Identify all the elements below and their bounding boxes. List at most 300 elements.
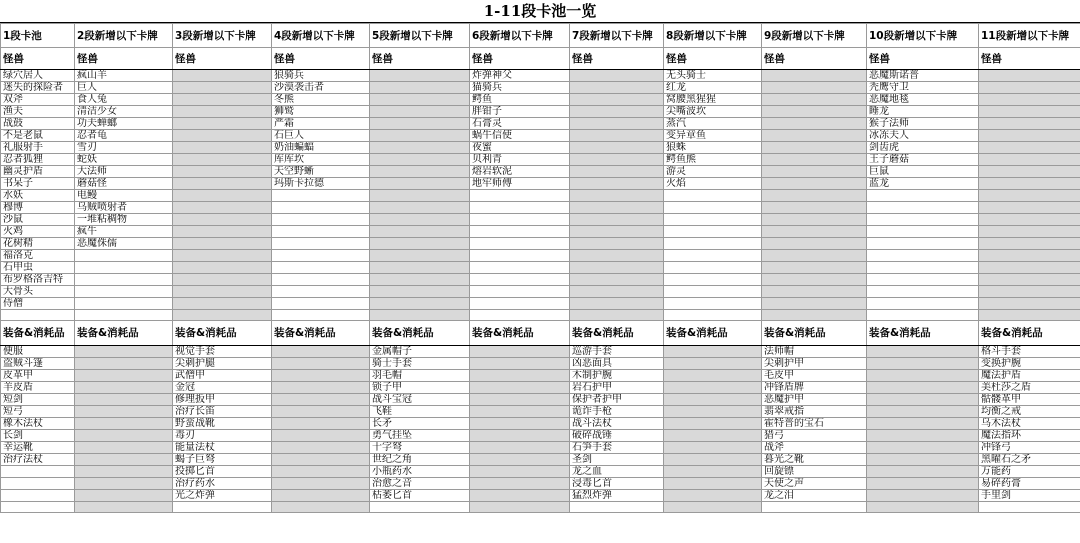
empty-cell (470, 490, 570, 502)
monster-cell: 秃鹰守卫 (867, 82, 979, 94)
monster-cell: 王子蘑菇 (867, 154, 979, 166)
empty-cell (173, 82, 272, 94)
monster-section-label: 怪兽 (867, 48, 979, 70)
empty-cell (272, 226, 370, 238)
empty-cell (979, 190, 1080, 202)
empty-cell (272, 502, 370, 513)
empty-cell (664, 190, 762, 202)
equipment-section-label: 装备&消耗品 (173, 321, 272, 346)
empty-cell (979, 262, 1080, 274)
empty-cell (867, 454, 979, 466)
monster-section-label: 怪兽 (664, 48, 762, 70)
equipment-section-label: 装备&消耗品 (979, 321, 1080, 346)
monster-cell: 不是老鼠 (1, 130, 75, 142)
empty-cell (470, 466, 570, 478)
empty-cell (867, 490, 979, 502)
equipment-cell: 格斗手套 (979, 346, 1080, 358)
empty-cell (272, 382, 370, 394)
table-row (1, 490, 1080, 502)
empty-cell (370, 70, 470, 82)
empty-cell (570, 82, 664, 94)
empty-cell (272, 358, 370, 370)
equipment-cell: 飞鞋 (370, 406, 470, 418)
equipment-cell: 诡诈手枪 (570, 406, 664, 418)
monster-cell: 严霜 (272, 118, 370, 130)
monster-cell: 库库坎 (272, 154, 370, 166)
equipment-cell: 龙之血 (570, 466, 664, 478)
empty-cell (979, 214, 1080, 226)
empty-cell (75, 430, 173, 442)
empty-cell (664, 358, 762, 370)
empty-cell (75, 490, 173, 502)
empty-cell (570, 202, 664, 214)
table-row (1, 154, 1080, 166)
column-header: 4段新增以下卡牌 (272, 24, 370, 48)
monster-cell: 水妖 (1, 190, 75, 202)
equipment-cell: 猛烈炸弹 (570, 490, 664, 502)
empty-cell (867, 346, 979, 358)
empty-cell (664, 406, 762, 418)
empty-cell (570, 262, 664, 274)
monster-cell: 蜗牛信使 (470, 130, 570, 142)
empty-cell (370, 106, 470, 118)
equipment-cell: 毒刃 (173, 430, 272, 442)
empty-cell (867, 226, 979, 238)
monster-cell: 雪刃 (75, 142, 173, 154)
monster-cell: 夜蜜 (470, 142, 570, 154)
empty-cell (75, 382, 173, 394)
table-row (1, 250, 1080, 262)
empty-cell (75, 478, 173, 490)
empty-cell (570, 298, 664, 310)
empty-cell (979, 178, 1080, 190)
equipment-cell: 魔法护盾 (979, 370, 1080, 382)
empty-cell (570, 214, 664, 226)
monster-cell: 蘑菇怪 (75, 178, 173, 190)
empty-cell (762, 202, 867, 214)
equipment-cell: 变换护腕 (979, 358, 1080, 370)
table-row (1, 226, 1080, 238)
column-header: 7段新增以下卡牌 (570, 24, 664, 48)
table-row (1, 274, 1080, 286)
empty-cell (272, 262, 370, 274)
monster-cell: 蓝龙 (867, 178, 979, 190)
monster-cell: 乌贼喷射者 (75, 202, 173, 214)
equipment-cell: 冲锋盾牌 (762, 382, 867, 394)
empty-cell (370, 154, 470, 166)
table-row (1, 190, 1080, 202)
equipment-cell: 长剑 (1, 430, 75, 442)
empty-cell (272, 478, 370, 490)
equipment-cell: 天使之声 (762, 478, 867, 490)
table-row (1, 454, 1080, 466)
empty-cell (664, 454, 762, 466)
empty-cell (664, 250, 762, 262)
equipment-cell: 盗贼斗篷 (1, 358, 75, 370)
empty-cell (570, 154, 664, 166)
empty-cell (272, 250, 370, 262)
empty-cell (664, 238, 762, 250)
empty-cell (75, 454, 173, 466)
monster-cell: 恶魔地毯 (867, 94, 979, 106)
equipment-cell: 石笋手套 (570, 442, 664, 454)
empty-cell (979, 130, 1080, 142)
equipment-cell: 短弓 (1, 406, 75, 418)
empty-cell (979, 166, 1080, 178)
equipment-cell: 治疗法杖 (1, 454, 75, 466)
empty-cell (762, 502, 867, 513)
empty-cell (664, 394, 762, 406)
monster-cell: 书呆子 (1, 178, 75, 190)
monster-cell: 变异章鱼 (664, 130, 762, 142)
empty-cell (370, 190, 470, 202)
empty-cell (762, 250, 867, 262)
empty-cell (570, 226, 664, 238)
column-header: 1段卡池 (1, 24, 75, 48)
equipment-cell: 野蛮战靴 (173, 418, 272, 430)
empty-cell (470, 418, 570, 430)
monster-section-label: 怪兽 (570, 48, 664, 70)
table-row (1, 178, 1080, 190)
equipment-cell: 均衡之戒 (979, 406, 1080, 418)
empty-cell (664, 382, 762, 394)
sheet-title: 1-11段卡池一览 (0, 0, 1080, 23)
empty-cell (75, 502, 173, 513)
empty-cell (570, 274, 664, 286)
monster-section-label: 怪兽 (173, 48, 272, 70)
empty-cell (570, 166, 664, 178)
empty-cell (570, 286, 664, 298)
empty-cell (470, 502, 570, 513)
empty-cell (272, 370, 370, 382)
equipment-cell: 木制护腕 (570, 370, 664, 382)
empty-cell (470, 370, 570, 382)
equipment-cell: 战斗宝冠 (370, 394, 470, 406)
empty-cell (979, 106, 1080, 118)
monster-cell: 炸弹神父 (470, 70, 570, 82)
empty-cell (470, 478, 570, 490)
table-row (1, 394, 1080, 406)
monster-cell: 礼服射手 (1, 142, 75, 154)
empty-cell (867, 418, 979, 430)
empty-cell (173, 202, 272, 214)
monster-section-label: 怪兽 (272, 48, 370, 70)
monster-cell: 大骨头 (1, 286, 75, 298)
equipment-cell: 岩石护甲 (570, 382, 664, 394)
equipment-cell: 尖刺护腿 (173, 358, 272, 370)
monster-cell: 无头骑士 (664, 70, 762, 82)
equipment-cell: 修理扳甲 (173, 394, 272, 406)
empty-cell (762, 190, 867, 202)
equipment-cell: 尖刺护甲 (762, 358, 867, 370)
monster-cell: 狮鹫 (272, 106, 370, 118)
monster-cell: 猫骑兵 (470, 82, 570, 94)
monster-cell: 双斧 (1, 94, 75, 106)
empty-cell (470, 298, 570, 310)
equipment-cell: 皮革甲 (1, 370, 75, 382)
empty-cell (762, 226, 867, 238)
empty-cell (370, 214, 470, 226)
empty-cell (75, 466, 173, 478)
empty-cell (173, 226, 272, 238)
table-row (1, 94, 1080, 106)
empty-cell (867, 442, 979, 454)
empty-cell (272, 394, 370, 406)
empty-cell (370, 82, 470, 94)
equipment-cell: 战斧 (762, 442, 867, 454)
monster-cell: 天空野蜥 (272, 166, 370, 178)
equipment-cell: 治疗长笛 (173, 406, 272, 418)
empty-cell (664, 202, 762, 214)
empty-cell (762, 298, 867, 310)
empty-cell (173, 286, 272, 298)
empty-cell (867, 406, 979, 418)
empty-cell (470, 262, 570, 274)
monster-cell: 狼骑兵 (272, 70, 370, 82)
column-header: 2段新增以下卡牌 (75, 24, 173, 48)
empty-cell (762, 178, 867, 190)
monster-cell: 石巨人 (272, 130, 370, 142)
equipment-cell: 回旋镖 (762, 466, 867, 478)
empty-cell (570, 238, 664, 250)
empty-cell (272, 346, 370, 358)
empty-cell (272, 202, 370, 214)
empty-cell (370, 238, 470, 250)
table-row (1, 418, 1080, 430)
empty-cell (664, 262, 762, 274)
monster-cell: 蒸汽 (664, 118, 762, 130)
monster-cell: 火焰 (664, 178, 762, 190)
monster-cell: 狼蛛 (664, 142, 762, 154)
equipment-section-label: 装备&消耗品 (762, 321, 867, 346)
empty-cell (272, 214, 370, 226)
monster-cell: 沙鼠 (1, 214, 75, 226)
empty-cell (173, 250, 272, 262)
equipment-cell: 猎弓 (762, 430, 867, 442)
empty-cell (272, 418, 370, 430)
column-header: 10段新增以下卡牌 (867, 24, 979, 48)
empty-cell (370, 226, 470, 238)
empty-cell (979, 502, 1080, 513)
equipment-section-label: 装备&消耗品 (664, 321, 762, 346)
table-row (1, 502, 1080, 513)
equipment-cell: 毛皮甲 (762, 370, 867, 382)
monster-cell: 渔夫 (1, 106, 75, 118)
equipment-cell: 易碎药膏 (979, 478, 1080, 490)
empty-cell (762, 262, 867, 274)
equipment-cell: 黑曜石之矛 (979, 454, 1080, 466)
empty-cell (570, 70, 664, 82)
table-row (1, 406, 1080, 418)
equipment-cell: 战斗法杖 (570, 418, 664, 430)
empty-cell (664, 418, 762, 430)
equipment-cell: 万能药 (979, 466, 1080, 478)
equipment-section-label: 装备&消耗品 (370, 321, 470, 346)
empty-cell (762, 310, 867, 321)
monster-cell: 蛇妖 (75, 154, 173, 166)
empty-cell (173, 238, 272, 250)
empty-cell (173, 106, 272, 118)
equipment-label-row (1, 321, 1080, 346)
empty-cell (470, 214, 570, 226)
empty-cell (173, 214, 272, 226)
monster-cell: 尖嘴波坎 (664, 106, 762, 118)
empty-cell (979, 274, 1080, 286)
empty-cell (272, 238, 370, 250)
empty-cell (370, 262, 470, 274)
monster-cell: 胖钳子 (470, 106, 570, 118)
empty-cell (867, 478, 979, 490)
empty-cell (979, 202, 1080, 214)
monster-cell: 睡龙 (867, 106, 979, 118)
table-row (1, 202, 1080, 214)
empty-cell (979, 70, 1080, 82)
empty-cell (470, 226, 570, 238)
empty-cell (75, 358, 173, 370)
table-row (1, 142, 1080, 154)
monster-cell: 剑齿虎 (867, 142, 979, 154)
empty-cell (867, 238, 979, 250)
equipment-cell: 世纪之角 (370, 454, 470, 466)
empty-cell (173, 502, 272, 513)
equipment-cell: 冲锋弓 (979, 442, 1080, 454)
empty-cell (762, 94, 867, 106)
equipment-cell: 便服 (1, 346, 75, 358)
empty-cell (470, 454, 570, 466)
empty-cell (867, 370, 979, 382)
empty-cell (867, 262, 979, 274)
empty-cell (75, 310, 173, 321)
empty-cell (664, 466, 762, 478)
table-row (1, 118, 1080, 130)
empty-cell (979, 238, 1080, 250)
monster-cell: 奶油蝙蝠 (272, 142, 370, 154)
empty-cell (664, 346, 762, 358)
empty-cell (370, 274, 470, 286)
empty-cell (762, 154, 867, 166)
empty-cell (173, 178, 272, 190)
empty-cell (867, 298, 979, 310)
monster-cell: 忍者龟 (75, 130, 173, 142)
monster-section-label: 怪兽 (1, 48, 75, 70)
empty-cell (370, 118, 470, 130)
empty-cell (75, 394, 173, 406)
monster-cell: 绿穴居人 (1, 70, 75, 82)
empty-cell (979, 94, 1080, 106)
empty-cell (979, 82, 1080, 94)
monster-cell: 幽灵护盾 (1, 166, 75, 178)
equipment-cell: 霍特普的宝石 (762, 418, 867, 430)
monster-cell: 疯山羊 (75, 70, 173, 82)
empty-cell (470, 358, 570, 370)
equipment-cell: 锁子甲 (370, 382, 470, 394)
empty-cell (664, 430, 762, 442)
empty-cell (979, 286, 1080, 298)
empty-cell (664, 370, 762, 382)
equipment-cell: 龙之泪 (762, 490, 867, 502)
empty-cell (979, 118, 1080, 130)
equipment-cell: 翡翠戒指 (762, 406, 867, 418)
monster-section-label: 怪兽 (762, 48, 867, 70)
empty-cell (979, 250, 1080, 262)
empty-cell (173, 166, 272, 178)
empty-cell (664, 214, 762, 226)
empty-cell (272, 286, 370, 298)
empty-cell (173, 262, 272, 274)
empty-cell (867, 430, 979, 442)
empty-cell (272, 490, 370, 502)
monster-cell: 花树精 (1, 238, 75, 250)
equipment-cell: 手里剑 (979, 490, 1080, 502)
monster-cell: 游灵 (664, 166, 762, 178)
empty-cell (470, 346, 570, 358)
empty-cell (370, 298, 470, 310)
empty-cell (470, 430, 570, 442)
equipment-cell: 乌木法杖 (979, 418, 1080, 430)
table-row (1, 430, 1080, 442)
empty-cell (470, 394, 570, 406)
empty-cell (979, 310, 1080, 321)
empty-cell (470, 238, 570, 250)
empty-cell (370, 202, 470, 214)
empty-cell (272, 298, 370, 310)
empty-cell (867, 190, 979, 202)
monster-cell: 玛斯卡拉德 (272, 178, 370, 190)
empty-cell (867, 382, 979, 394)
equipment-cell: 羽毛帽 (370, 370, 470, 382)
empty-cell (664, 226, 762, 238)
empty-cell (762, 130, 867, 142)
empty-cell (664, 310, 762, 321)
monster-cell: 巨人 (75, 82, 173, 94)
empty-cell (370, 310, 470, 321)
monster-cell: 一堆粘稠物 (75, 214, 173, 226)
monster-cell: 鳄鱼熊 (664, 154, 762, 166)
empty-cell (173, 310, 272, 321)
table-row (1, 358, 1080, 370)
empty-cell (762, 238, 867, 250)
equipment-cell: 勇气挂坠 (370, 430, 470, 442)
monster-label-row (1, 48, 1080, 70)
table-row (1, 382, 1080, 394)
monster-cell: 贝利青 (470, 154, 570, 166)
equipment-cell: 蝎子巨弩 (173, 454, 272, 466)
equipment-cell: 圣剑 (570, 454, 664, 466)
empty-cell (867, 202, 979, 214)
monster-section-label: 怪兽 (470, 48, 570, 70)
equipment-cell: 视觉手套 (173, 346, 272, 358)
empty-cell (1, 466, 75, 478)
monster-cell: 疯牛 (75, 226, 173, 238)
empty-cell (1, 310, 75, 321)
empty-cell (979, 142, 1080, 154)
empty-cell (173, 94, 272, 106)
empty-cell (75, 286, 173, 298)
equipment-cell: 破碎战锤 (570, 430, 664, 442)
empty-cell (370, 166, 470, 178)
column-header: 9段新增以下卡牌 (762, 24, 867, 48)
empty-cell (762, 106, 867, 118)
equipment-cell: 暮光之靴 (762, 454, 867, 466)
monster-cell: 食人兔 (75, 94, 173, 106)
empty-cell (370, 130, 470, 142)
table-row (1, 106, 1080, 118)
monster-cell: 布罗格洛吉特 (1, 274, 75, 286)
monster-cell: 地牢师傅 (470, 178, 570, 190)
empty-cell (370, 250, 470, 262)
empty-cell (762, 166, 867, 178)
empty-cell (867, 466, 979, 478)
